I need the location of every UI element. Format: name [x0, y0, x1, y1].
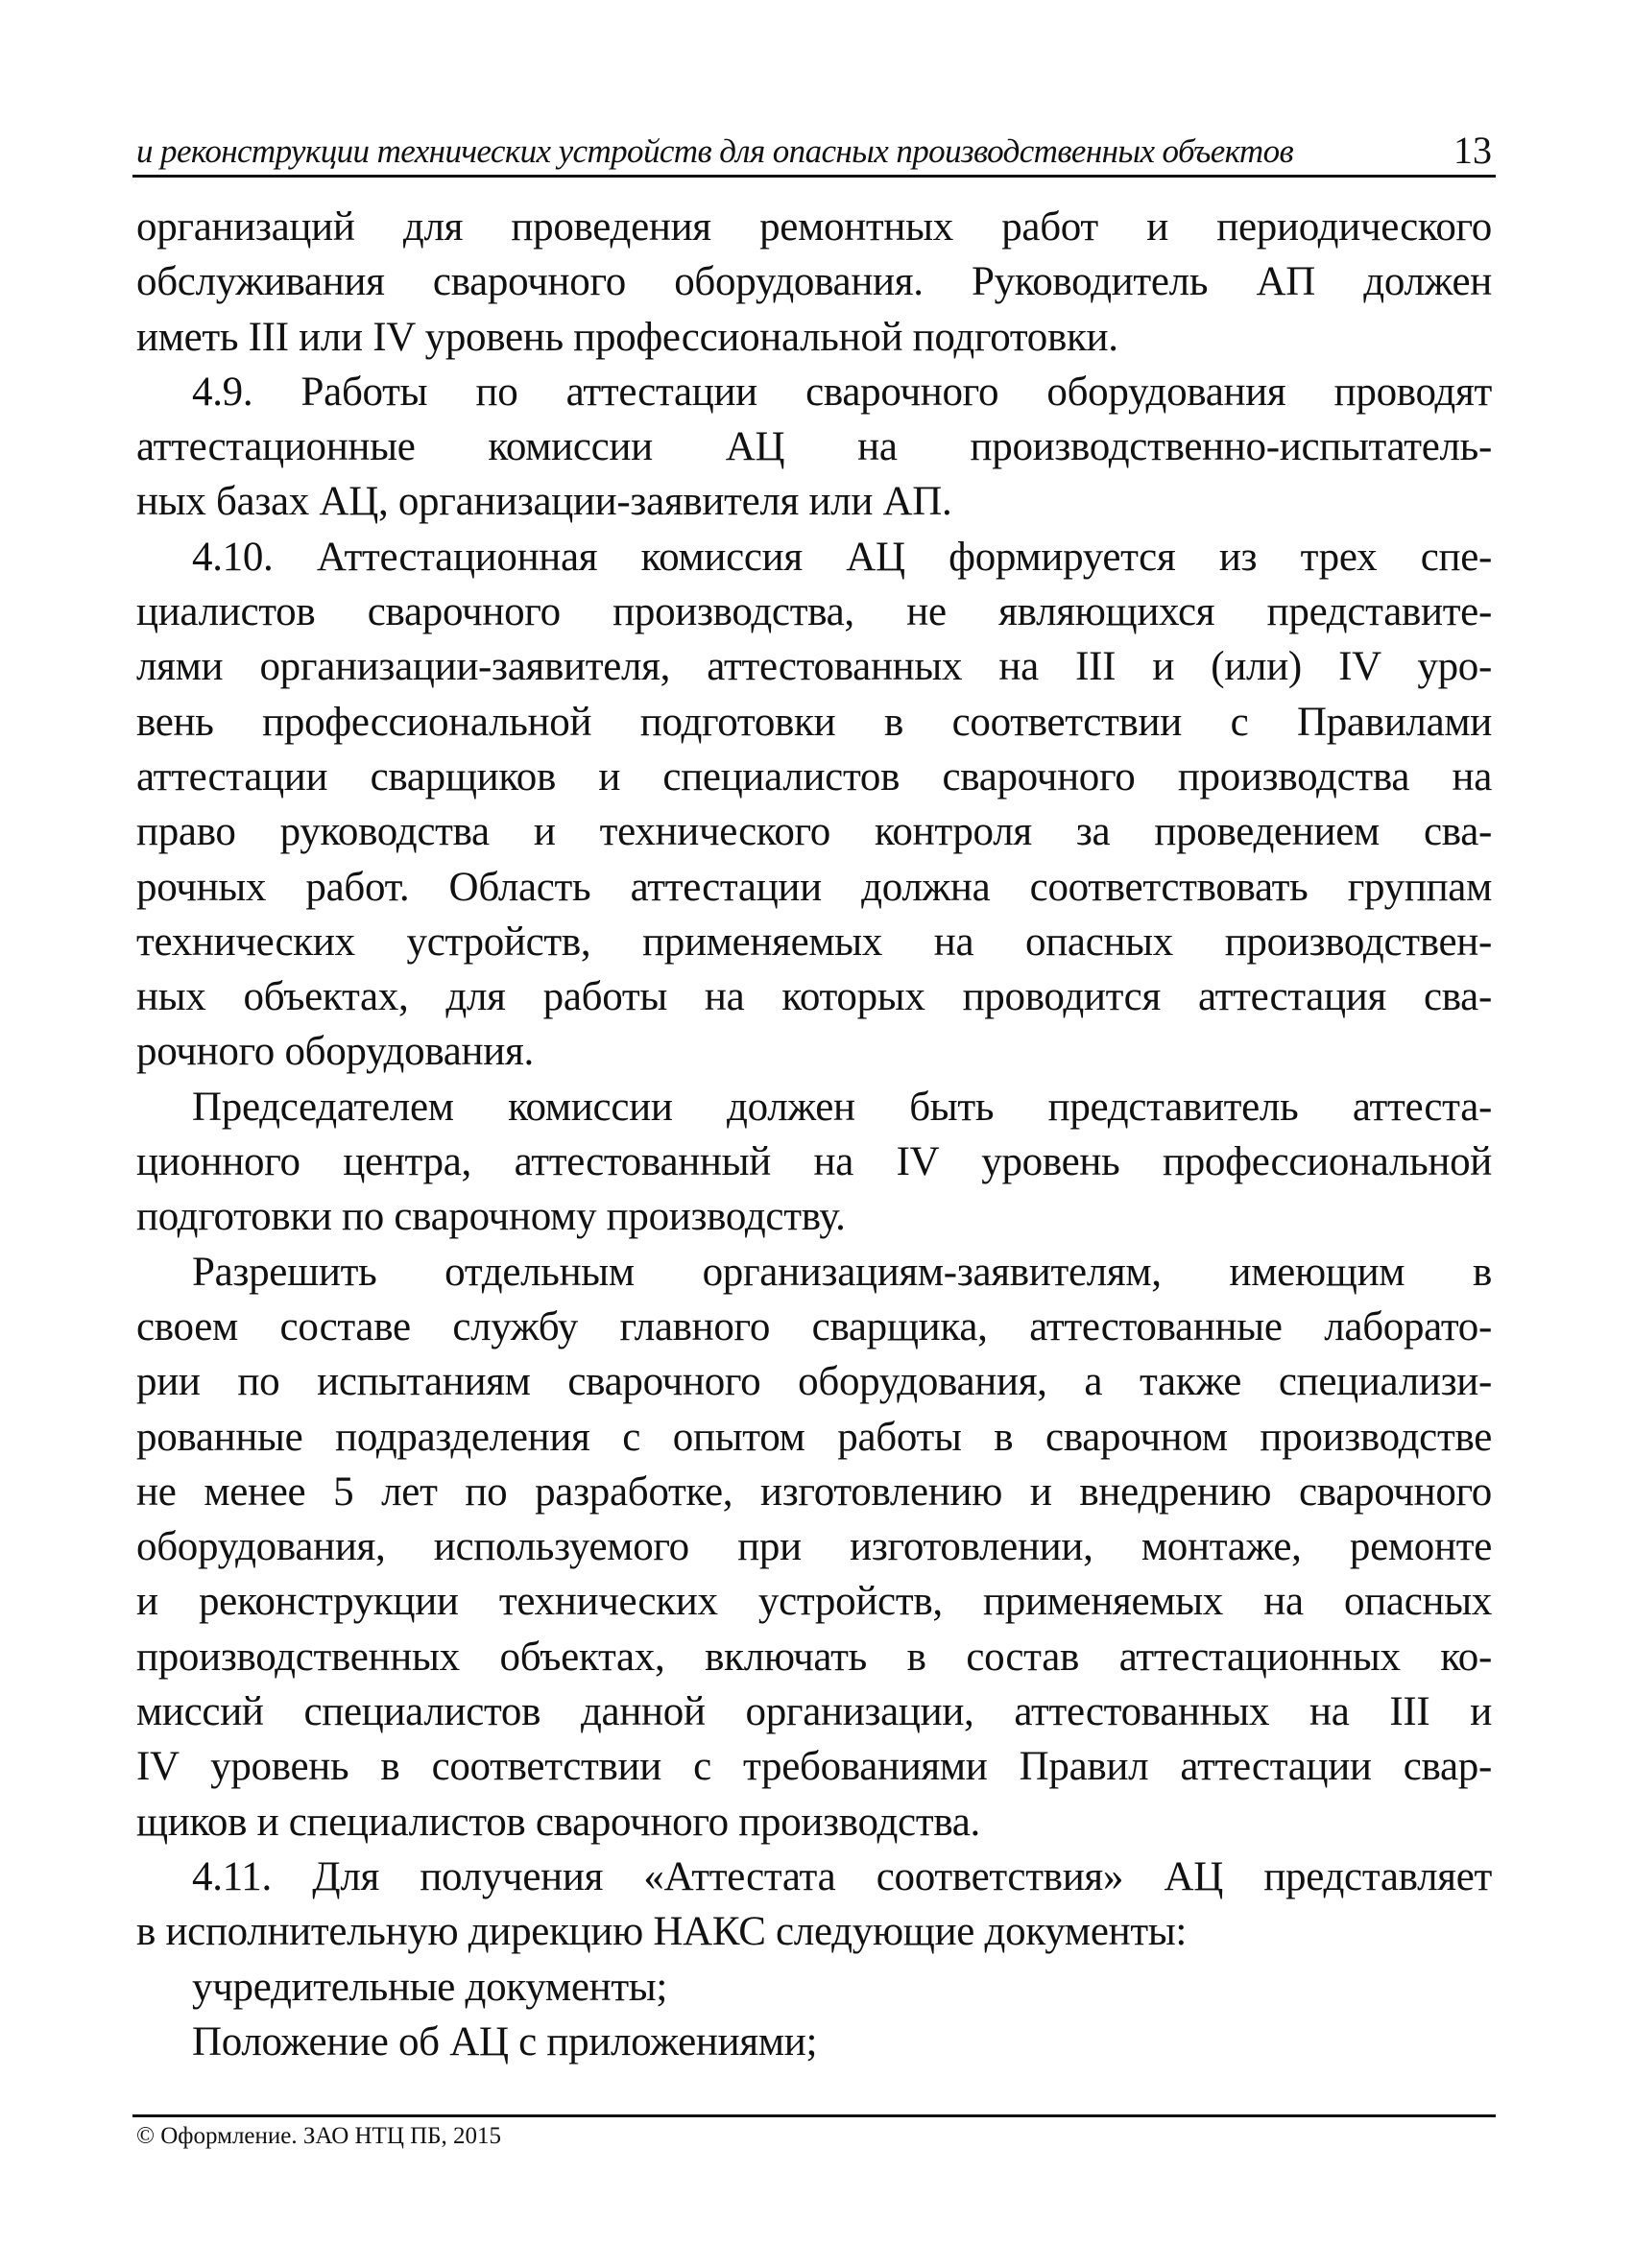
text-line: Разрешить отдельным организациям-заявителям, имеющим в: [192, 1249, 1492, 1295]
text-line: рии по испытаниям сварочного оборудования, а также специализи-: [136, 1359, 1492, 1405]
text-line: ных объектах, для работы на которых проводится аттестация сва-: [136, 974, 1492, 1020]
text-line: аттестационные комиссии АЦ на производственно-испытатель-: [136, 424, 1492, 470]
page-number: 13: [1453, 129, 1492, 172]
text-line: технических устройств, применяемых на опасных производствен-: [136, 919, 1492, 965]
text-line: рочных работ. Область аттестации должна соответствовать группам: [136, 864, 1492, 910]
text-line: учредительные документы;: [192, 1964, 668, 2010]
text-line: оборудования, используемого при изготовлении, монтаже, ремонте: [136, 1524, 1492, 1570]
body-text: [136, 200, 1492, 2069]
text-line: и реконструкции технических устройств, применяемых на опасных: [136, 1579, 1492, 1625]
text-line: в исполнительную дирекцию НАКС следующие документы:: [136, 1909, 1188, 1955]
text-line: своем составе службу главного сварщика, аттестованные лаборато-: [136, 1303, 1492, 1349]
text-line: организаций для проведения ремонтных работ и периодического: [136, 204, 1492, 250]
text-line: производственных объектах, включать в состав аттестационных ко-: [136, 1634, 1492, 1680]
text-line: иметь III или IV уровень профессиональной подготовки.: [136, 314, 1118, 360]
text-line: лями организации-заявителя, аттестованных на III и (или) IV уро-: [136, 644, 1492, 690]
text-line: аттестации сварщиков и специалистов сварочного производства на: [136, 753, 1492, 800]
text-line: 4.11. Для получения «Аттестата соответствия» АЦ представляет: [192, 1853, 1492, 1899]
text-line: миссий специалистов данной организации, аттестованных на III и: [136, 1689, 1492, 1735]
text-line: циалистов сварочного производства, не являющихся представите-: [136, 589, 1492, 635]
text-line: Председателем комиссии должен быть представитель аттеста-: [192, 1084, 1492, 1130]
text-line: ных базах АЦ, организации-заявителя или АП.: [136, 479, 952, 525]
text-line: рованные подразделения с опытом работы в сварочном производстве: [136, 1414, 1492, 1460]
text-line: IV уровень в соответствии с требованиями Правил аттестации свар-: [136, 1744, 1492, 1790]
text-line: не менее 5 лет по разработке, изготовлению и внедрению сварочного: [136, 1468, 1492, 1515]
text-line: 4.9. Работы по аттестации сварочного оборудования проводят: [192, 369, 1492, 415]
text-line: щиков и специалистов сварочного производства.: [136, 1799, 981, 1845]
running-header: [132, 121, 1496, 178]
text-line: подготовки по сварочному производству.: [136, 1194, 846, 1240]
text-line: рочного оборудования.: [136, 1029, 534, 1075]
footer-divider: [132, 2114, 1496, 2117]
text-line: вень профессиональной подготовки в соответствии с Правилами: [136, 699, 1492, 745]
text-line: 4.10. Аттестационная комиссия АЦ формируется из трех спе-: [192, 534, 1492, 580]
text-line: право руководства и технического контроля за проведением сва-: [136, 809, 1492, 855]
running-header-title: и реконструкции технических устройств для опасных производственных объектов: [136, 132, 1294, 170]
text-line: ционного центра, аттестованный на IV уровень профессиональной: [136, 1139, 1492, 1185]
footer-copyright: © Оформление. ЗАО НТЦ ПБ, 2015: [136, 2123, 502, 2149]
text-line: Положение об АЦ с приложениями;: [192, 2018, 818, 2065]
text-line: обслуживания сварочного оборудования. Руководитель АП должен: [136, 259, 1492, 305]
